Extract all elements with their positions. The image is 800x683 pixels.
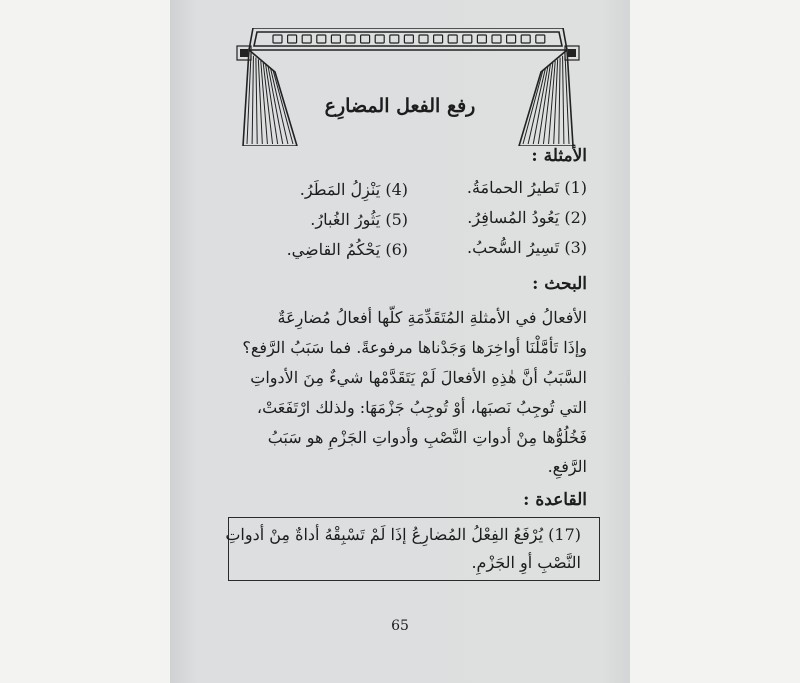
rule-line-2: النَّصْبِ أوِ الجَزْمِ. <box>471 553 581 572</box>
example-text: يَحْكُمُ القاضِي. <box>286 240 381 259</box>
example-number: (5) <box>385 210 408 229</box>
discussion-line-3: السَّبَبُ أنَّ هٰذِهِ الأفعالَ لَمْ يَتَقَدَّمْها شيءٌ مِنَ الأدواتِ <box>250 368 587 387</box>
example-number: (6) <box>385 240 408 259</box>
book-page <box>170 0 630 683</box>
example-text: يَثُورُ الغُبارُ. <box>310 210 381 229</box>
rule-line-1: (17) يُرْفَعُ الفِعْلُ المُضارِعُ إذَا لَمْ تَسْبِقْهُ أداةٌ مِنْ أدواتِ <box>225 525 581 544</box>
title-banner-ornament <box>235 28 581 146</box>
example-text: تَسِيرُ السُّحبُ. <box>467 238 560 257</box>
example-text: تَطيرُ الحمامَةُ. <box>466 178 560 197</box>
page-number: 65 <box>391 618 409 634</box>
example-number: (1) <box>564 178 587 197</box>
rule-heading: القاعدة : <box>523 490 587 510</box>
example-2 <box>467 210 587 226</box>
examples-heading: الأمثلة : <box>531 146 587 166</box>
example-3 <box>467 240 587 256</box>
discussion-line-5: فَخُلُوُّها مِنْ أدواتِ النَّصْبِ وأدواتِ الجَزْمِ هو سَبَبُ <box>267 428 587 447</box>
example-number: (2) <box>564 208 587 227</box>
discussion-line-6: الرَّفعِ. <box>547 457 587 476</box>
example-number: (4) <box>385 180 408 199</box>
example-4 <box>300 182 408 198</box>
example-text: يَنْزِلُ المَطَرُ. <box>299 180 381 199</box>
example-number: (3) <box>564 238 587 257</box>
example-5 <box>310 212 408 228</box>
discussion-line-2: وإذَا تَأمَّلْنَا أواخِرَها وَجَدْناها مرفوعةً. فما سَبَبُ الرَّفع؟ <box>242 338 587 357</box>
example-6 <box>287 242 408 258</box>
example-1 <box>467 180 587 196</box>
discussion-line-1: الأفعالُ في الأمثلةِ المُتَقَدِّمَةِ كلّها أفعالُ مُضارِعَةٌ <box>277 308 587 327</box>
page-title: رفع الفعل المضارِع <box>324 95 476 117</box>
example-text: يَعُودُ المُسافِرُ. <box>467 208 560 227</box>
discussion-line-4: التي تُوجِبُ نَصبَها، أوْ تُوجِبُ جَزْمَهَا: ولذلك ارْتَفَعَتْ، <box>256 398 587 417</box>
discussion-heading: البحث : <box>532 274 587 294</box>
